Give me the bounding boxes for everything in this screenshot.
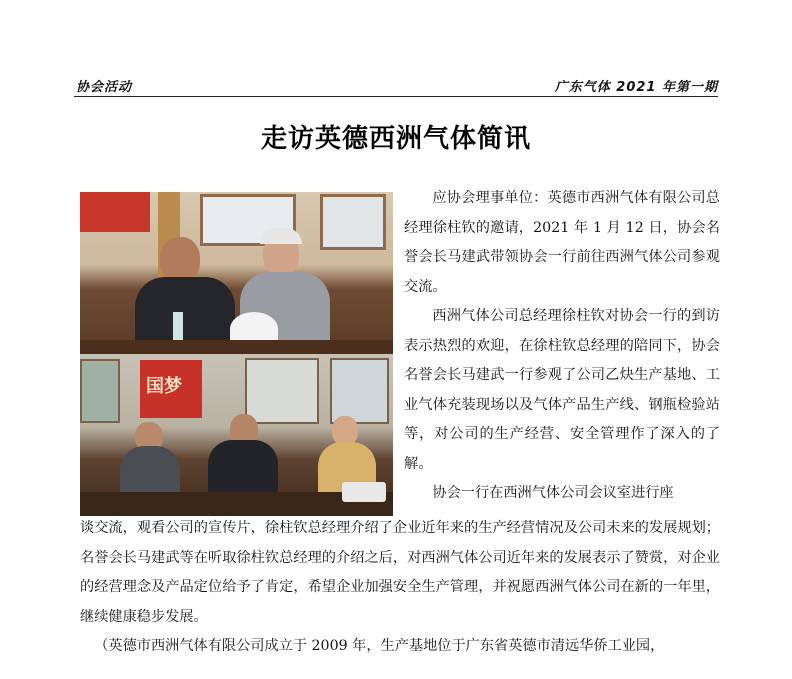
meeting-photo-bottom	[80, 354, 393, 516]
article-text-column	[404, 184, 720, 509]
paragraph-1: 应协会理事单位：英德市西洲气体有限公司总经理徐柱钦的邀请，2021 年 1 月 12 日，协会名誉会长马建武带领协会一行前往西洲气体公司参观交流。	[404, 190, 720, 295]
paragraph-4: （英德市西洲气体有限公司成立于 2009 年，生产基地位于广东省英德市清远华侨工业园，	[94, 638, 665, 654]
paragraph-3-continued: 谈交流，观看公司的宣传片，徐柱钦总经理介绍了企业近年来的生产经营情况及公司未来的发展规划；名誉会长马建武等在听取徐柱钦总经理的介绍之后，对西洲气体公司近年来的发展表示了赞赏，对企业的经营理念及产品定位给予了肯定，希望企业加强安全生产管理，并祝愿西洲气体公司在新的一年里，继续健康稳步发展。	[80, 520, 720, 625]
section-label: 协会活动	[76, 80, 133, 95]
article-text-full	[80, 514, 720, 662]
issue-label: 广东气体 2021 年第一期	[554, 80, 718, 95]
paragraph-2: 西洲气体公司总经理徐柱钦对协会一行的到访表示热烈的欢迎，在徐柱钦总经理的陪同下，协会名誉会长马建武一行参观了公司乙炔生产基地、工业气体充装现场以及气体产品生产线、钢瓶检验站等，对公司的生产经营、安全管理作了深入的了解。	[404, 308, 720, 472]
meeting-photo-top	[80, 192, 393, 354]
poster-text: 国梦	[146, 376, 182, 397]
photo-collage	[80, 192, 393, 516]
header-divider	[74, 96, 718, 97]
paragraph-3-start: 协会一行在西洲气体公司会议室进行座	[432, 485, 674, 501]
article-title: 走访英德西洲气体简讯	[260, 124, 531, 154]
